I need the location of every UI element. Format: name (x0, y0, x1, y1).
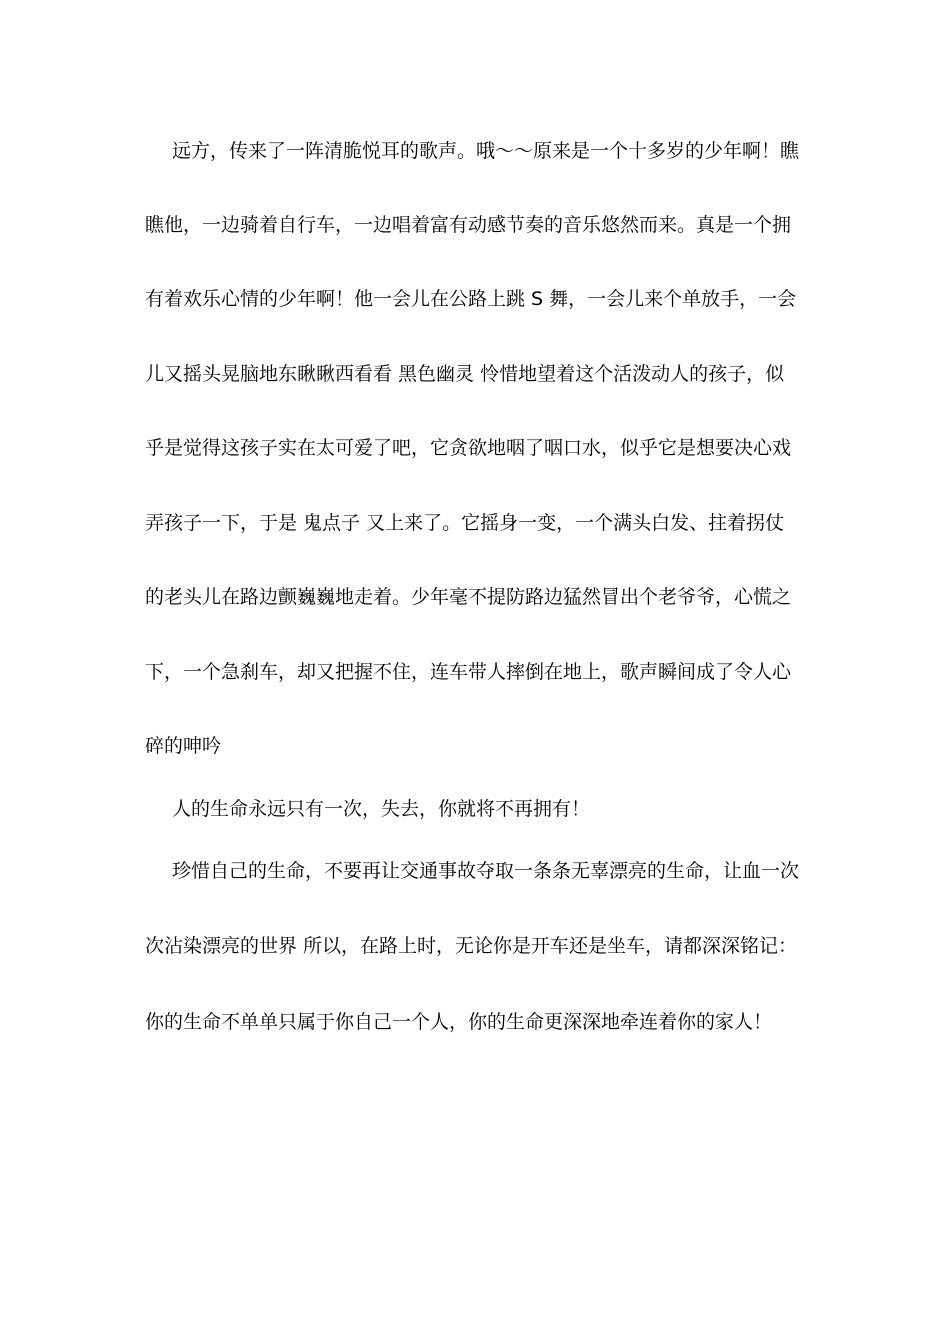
paragraph-3-line-3: 你的生命不单单只属于你自己一个人，你的生命更深深地牵连着你的家人！ (145, 1011, 773, 1033)
paragraph-3-line-2: 次沾染漂亮的世界 所以，在路上时，无论你是开车还是坐车，请都深深铭记： (145, 935, 798, 957)
paragraph-1-line-8: 下，一个急刹车，却又把握不住，连车带人摔倒在地上，歌声瞬间成了令人心 (145, 661, 792, 683)
paragraph-1-line-6: 弄孩子一下，于是 鬼点子 又上来了。它摇身一变，一个满头白发、拄着拐仗 (145, 512, 785, 534)
paragraph-1-line-9: 碎的呻吟 (145, 735, 222, 757)
paragraph-2-line-1: 人的生命永远只有一次，失去，你就将不再拥有！ (172, 798, 591, 820)
paragraph-1-line-4: 儿又摇头晃脑地东瞅瞅西看看 黑色幽灵 怜惜地望着这个活泼动人的孩子，似 (145, 363, 785, 385)
paragraph-1-line-3: 有着欢乐心情的少年啊！他一会儿在公路上跳 S 舞，一会儿来个单放手，一会 (145, 288, 797, 310)
paragraph-1-line-7: 的老头儿在路边颤巍巍地走着。少年毫不提防路边猛然冒出个老爷爷，心慌之 (145, 586, 792, 608)
paragraph-1-line-2: 瞧他，一边骑着自行车，一边唱着富有动感节奏的音乐悠然而来。真是一个拥 (145, 214, 792, 236)
paragraph-3-line-1: 珍惜自己的生命，不要再让交通事故夺取一条条无辜漂亮的生命，让血一次 (172, 860, 800, 882)
paragraph-1-line-1: 远方，传来了一阵清脆悦耳的歌声。哦～～原来是一个十多岁的少年啊！瞧 (172, 140, 800, 162)
paragraph-1-line-5: 乎是觉得这孩子实在太可爱了吧，它贪欲地咽了咽口水，似乎它是想要决心戏 (145, 437, 792, 459)
